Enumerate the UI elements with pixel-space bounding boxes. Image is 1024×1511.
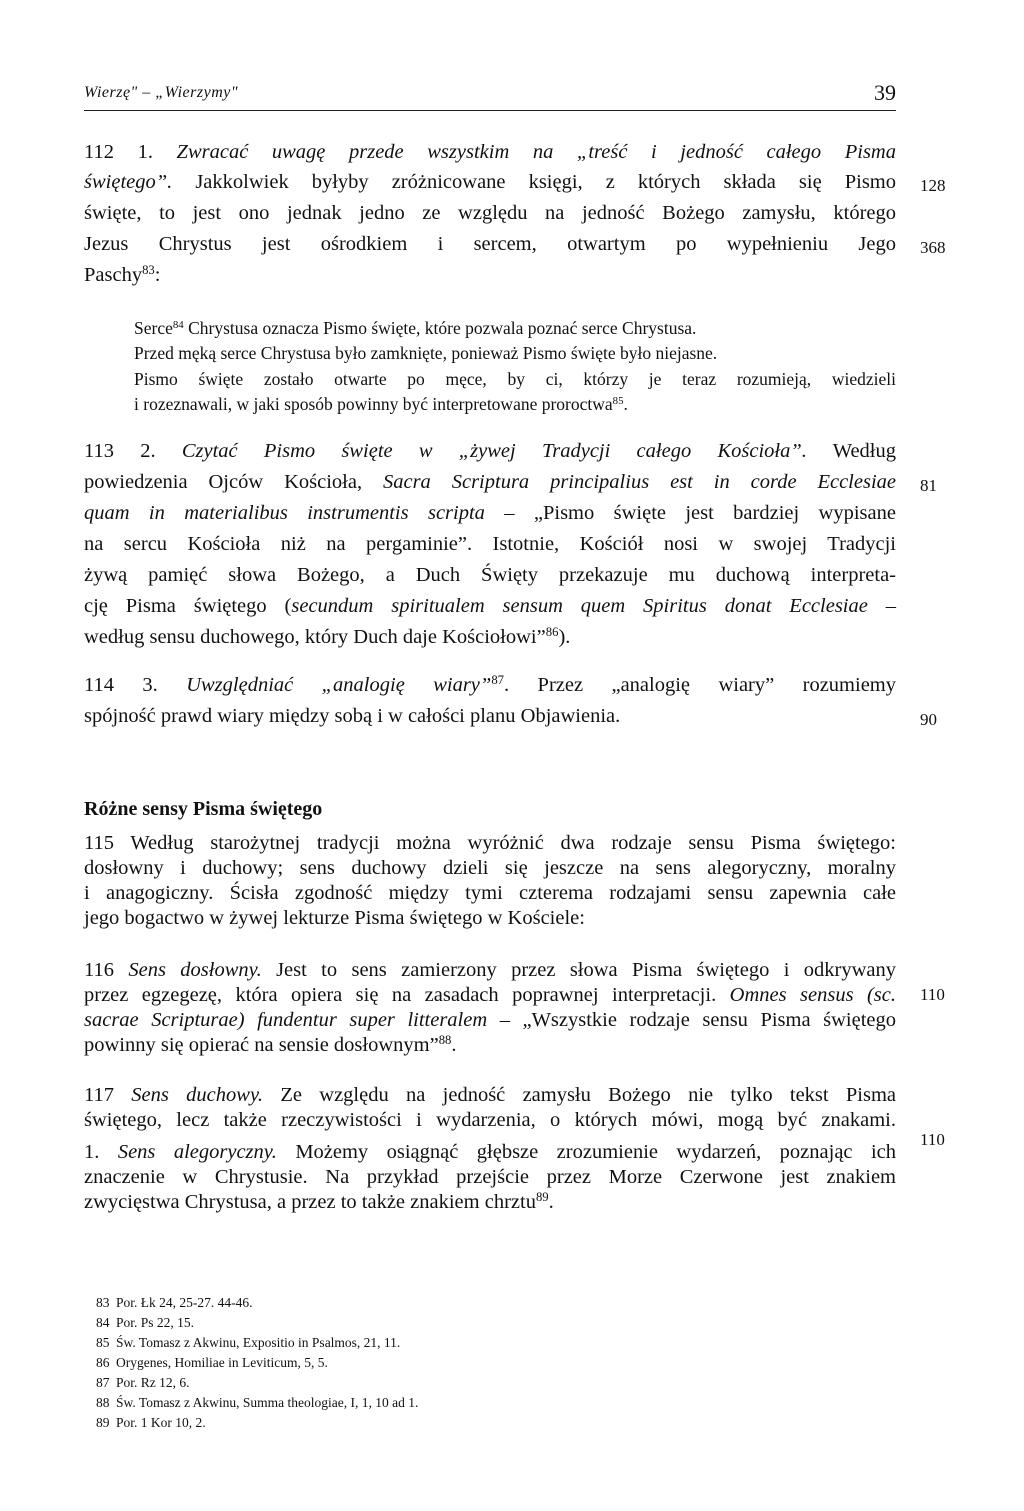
footnote: 85 Św. Tomasz z Akwinu, Expositio in Psalmos, 21, 11. <box>96 1335 401 1350</box>
margin-ref: 368 <box>920 238 946 257</box>
header-title: Wierzę" – „Wierzymy" <box>84 84 239 101</box>
footnote: 87 Por. Rz 12, 6. <box>96 1375 190 1390</box>
text-line: 115 Według starożytnej tradycji można wyróżnić dwa rodzaje sensu Pisma świętego: <box>84 832 896 854</box>
text-line: quam in materialibus instrumentis scripta – „Pismo święte jest bardziej wypisane <box>84 502 896 524</box>
text-line: jego bogactwo w żywej lekturze Pisma świętego w Kościele: <box>84 907 585 929</box>
section-heading: Różne sensy Pisma świętego <box>84 798 323 820</box>
text-line: cję Pisma świętego (secundum spiritualem sensum quem Spiritus donat Ecclesiae – <box>84 595 896 617</box>
footnote: 88 Św. Tomasz z Akwinu, Summa theologiae, I, 1, 10 ad 1. <box>96 1395 419 1410</box>
quote-line: Pismo święte zostało otwarte po męce, by ci, którzy je teraz rozumieją, wiedzieli <box>134 369 896 389</box>
quote-line: Serce$^{84}$ Chrystusa oznacza Pismo święte, które pozwala poznać serce Chrystusa. <box>134 318 697 338</box>
text-line: znaczenie w Chrystusie. Na przykład przejście przez Morze Czerwone jest znakiem <box>84 1166 896 1188</box>
text-line: zwycięstwa Chrystusa, a przez to także znakiem chrztu$^{89}$. <box>84 1190 554 1213</box>
margin-ref: 90 <box>920 710 937 729</box>
running-header <box>84 82 896 111</box>
text-line: powiedzenia Ojców Kościoła, Sacra Scriptura principalius est in corde Ecclesiae <box>84 471 896 493</box>
text-line: spójność prawd wiary między sobą i w całości planu Objawienia. <box>84 705 621 727</box>
page-number: 39 <box>874 80 896 105</box>
footnote: 83 Por. Łk 24, 25-27. 44-46. <box>96 1295 253 1310</box>
footnote: 89 Por. 1 Kor 10, 2. <box>96 1415 206 1430</box>
text-line: według sensu duchowego, który Duch daje Kościołowi”$^{86}$). <box>84 625 571 648</box>
footnote: 84 Por. Ps 22, 15. <box>96 1315 195 1330</box>
text-line: żywą pamięć słowa Bożego, a Duch Święty przekazuje mu duchową interpreta- <box>84 564 896 586</box>
text-line: Paschy$^{83}$: <box>84 263 161 286</box>
footnote: 86 Orygenes, Homiliae in Leviticum, 5, 5. <box>96 1355 328 1370</box>
text-line: świętego, lecz także rzeczywistości i wydarzenia, o których mówi, mogą być znakami. <box>84 1109 896 1131</box>
text-line: świętego”. Jakkolwiek byłyby zróżnicowane księgi, z których składa się Pismo <box>84 171 896 193</box>
text-line: dosłowny i duchowy; sens duchowy dzieli się jeszcze na sens alegoryczny, moralny <box>84 857 896 879</box>
margin-ref: 81 <box>920 476 937 495</box>
text-line: powinny się opierać na sensie dosłownym”$^{88}$. <box>84 1033 457 1056</box>
text-line: 116 Sens dosłowny. Jest to sens zamierzony przez słowa Pisma świętego i odkrywany <box>84 959 896 981</box>
margin-ref: 110 <box>920 1130 945 1149</box>
text-line: 113 2. Czytać Pismo święte w „żywej Tradycji całego Kościoła”. Według <box>84 440 896 462</box>
margin-ref: 110 <box>920 985 945 1004</box>
text-line: sacrae Scripturae) fundentur super litteralem – „Wszystkie rodzaje sensu Pisma świętego <box>84 1009 896 1031</box>
text-line: na sercu Kościoła niż na pergaminie”. Istotnie, Kościół nosi w swojej Tradycji <box>84 533 896 555</box>
text-line: święte, to jest ono jednak jedno ze względu na jedność Bożego zamysłu, którego <box>84 202 896 224</box>
text-line: i anagogiczny. Ścisła zgodność między tymi czterema rodzajami sensu zapewnia całe <box>84 882 896 904</box>
margin-ref: 128 <box>920 176 946 195</box>
quote-line: Przed męką serce Chrystusa było zamknięte, ponieważ Pismo święte było niejasne. <box>134 343 718 363</box>
quote-line: i rozeznawali, w jaki sposób powinny być interpretowane proroctwa$^{85}$. <box>134 394 628 414</box>
text-line: 114 3. Uwzględniać „analogię wiary”$^{87}$. Przez „analogię wiary” rozumiemy <box>84 673 896 696</box>
text-line: Jezus Chrystus jest ośrodkiem i sercem, otwartym po wypełnieniu Jego <box>84 233 896 255</box>
text-line: 117 Sens duchowy. Ze względu na jedność zamysłu Bożego nie tylko tekst Pisma <box>84 1084 897 1106</box>
text-line: 1. Sens alegoryczny. Możemy osiągnąć głębsze zrozumienie wydarzeń, poznając ich <box>84 1141 896 1163</box>
text-line: przez egzegezę, która opiera się na zasadach poprawnej interpretacji. Omnes sensus (sc. <box>84 984 897 1006</box>
text-line: 112 1. Zwracać uwagę przede wszystkim na „treść i jedność całego Pisma <box>84 141 896 163</box>
